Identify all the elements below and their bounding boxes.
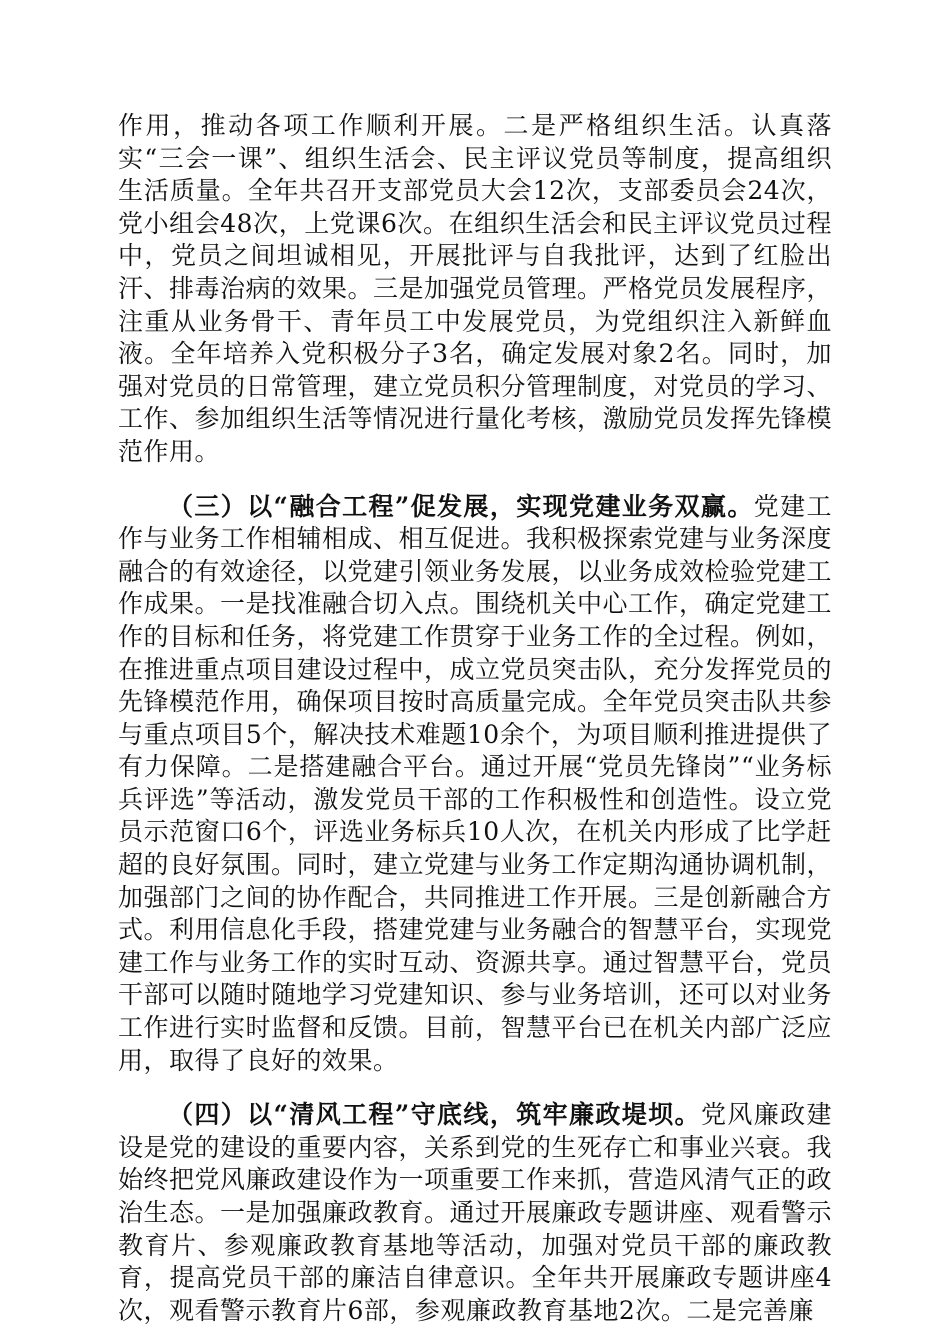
paragraph-continued	[118, 110, 832, 469]
paragraph-text: 党风廉政建设是党的建设的重要内容，关系到党的生死存亡和事业兴衰。我始终把党风廉政建设作为一项重要工作来抓，营造风清气正的政治生态。一是加强廉政教育。通过开展廉政专题讲座、观看警示教育片、参观廉政教育基地等活动，加强对党员干部的廉政教育，提高党员干部的廉洁自律意识。全年共开展廉政专题讲座4次，观看警示教育片6部，参观廉政教育基地2次。二是完善廉	[118, 1100, 833, 1325]
paragraph-section-3	[118, 491, 832, 1078]
section-heading: （四）以“清风工程”守底线，筑牢廉政堤坝。	[168, 1100, 701, 1130]
paragraph-text: 作用，推动各项工作顺利开展。二是严格组织生活。认真落实“三会一课”、组织生活会、民主评议党员等制度，提高组织生活质量。全年共召开支部党员大会12次，支部委员会24次，党小组会48次，上党课6次。在组织生活会和民主评议党员过程中，党员之间坦诚相见，开展批评与自我批评，达到了红脸出汗、排毒治病的效果。三是加强党员管理。严格党员发展程序，注重从业务骨干、青年员工中发展党员，为党组织注入新鲜血液。全年培养入党积极分子3名，确定发展对象2名。同时，加强对党员的日常管理，建立党员积分管理制度，对党员的学习、工作、参加组织生活等情况进行量化考核，激励党员发挥先锋模范作用。	[118, 111, 833, 466]
paragraph-text: 党建工作与业务工作相辅相成、相互促进。我积极探索党建与业务深度融合的有效途径，以党建引领业务发展，以业务成效检验党建工作成果。一是找准融合切入点。围绕机关中心工作，确定党建工作的目标和任务，将党建工作贯穿于业务工作的全过程。例如，在推进重点项目建设过程中，成立党员突击队，充分发挥党员的先锋模范作用，确保项目按时高质量完成。全年党员突击队共参与重点项目5个，解决技术难题10余个，为项目顺利推进提供了有力保障。二是搭建融合平台。通过开展“党员先锋岗”“业务标兵评选”等活动，激发党员干部的工作积极性和创造性。设立党员示范窗口6个，评选业务标兵10人次，在机关内形成了比学赶超的良好氛围。同时，建立党建与业务工作定期沟通协调机制，加强部门之间的协作配合，共同推进工作开展。三是创新融合方式。利用信息化手段，搭建党建与业务融合的智慧平台，实现党建工作与业务工作的实时互动、资源共享。通过智慧平台，党员干部可以随时随地学习党建知识、参与业务培训，还可以对业务工作进行实时监督和反馈。目前，智慧平台已在机关内部广泛应用，取得了良好的效果。	[118, 491, 833, 1075]
paragraph-section-4	[118, 1099, 832, 1327]
document-body	[118, 110, 832, 1327]
section-heading: （三）以“融合工程”促发展，实现党建业务双赢。	[168, 491, 754, 521]
